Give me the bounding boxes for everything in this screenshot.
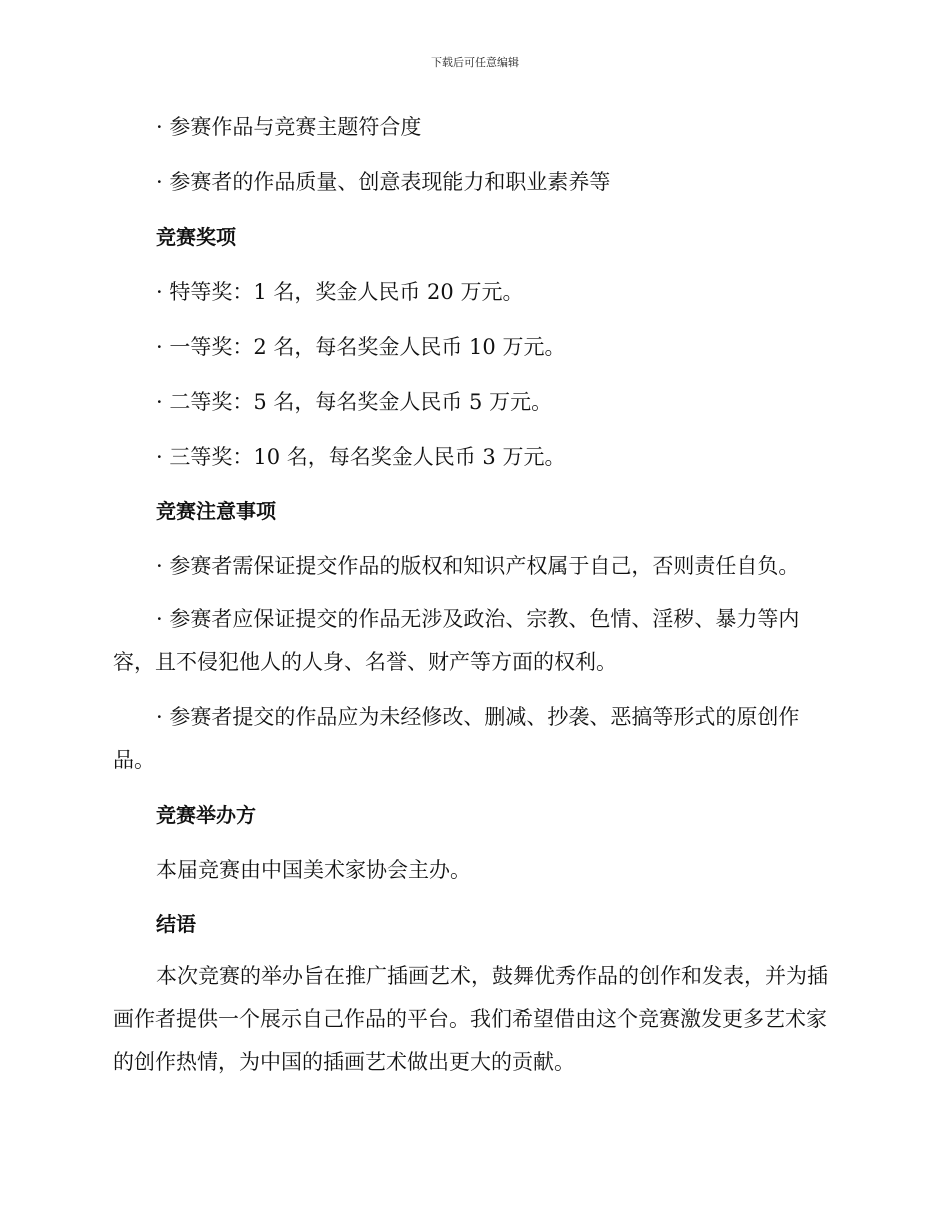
awards-heading: 竞赛奖项: [156, 225, 236, 249]
note-item: · 参赛者需保证提交作品的版权和知识产权属于自己，否则责任自负。: [156, 554, 800, 578]
note-item: · 参赛者应保证提交的作品无涉及政治、宗教、色情、淫秽、暴力等内容，且不侵犯他人的人身、名誉、财产等方面的权利。: [113, 607, 800, 674]
award-item: · 三等奖：10 名，每名奖金人民币 3 万元。: [156, 445, 566, 469]
award-item: · 二等奖：5 名，每名奖金人民币 5 万元。: [156, 390, 553, 414]
page-header: 下载后可任意编辑: [431, 56, 519, 69]
award-item: · 一等奖：2 名，每名奖金人民币 10 万元。: [156, 335, 566, 359]
criteria-item: · 参赛者的作品质量、创意表现能力和职业素养等: [156, 170, 611, 194]
conclusion-text: 本次竞赛的举办旨在推广插画艺术，鼓舞优秀作品的创作和发表，并为插画作者提供一个展示自己作品的平台。我们希望借由这个竞赛激发更多艺术家的创作热情，为中国的插画艺术做出更大的贡献。: [113, 964, 828, 1074]
conclusion-heading: 结语: [156, 912, 196, 936]
organizer-heading: 竞赛举办方: [156, 803, 256, 827]
organizer-text: 本届竞赛由中国美术家协会主办。: [156, 858, 471, 882]
notes-heading: 竞赛注意事项: [156, 499, 276, 523]
note-item: · 参赛者提交的作品应为未经修改、删减、抄袭、恶搞等形式的原创作品。: [113, 705, 800, 772]
award-item: · 特等奖：1 名，奖金人民币 20 万元。: [156, 280, 524, 304]
criteria-item: · 参赛作品与竞赛主题符合度: [156, 115, 422, 139]
